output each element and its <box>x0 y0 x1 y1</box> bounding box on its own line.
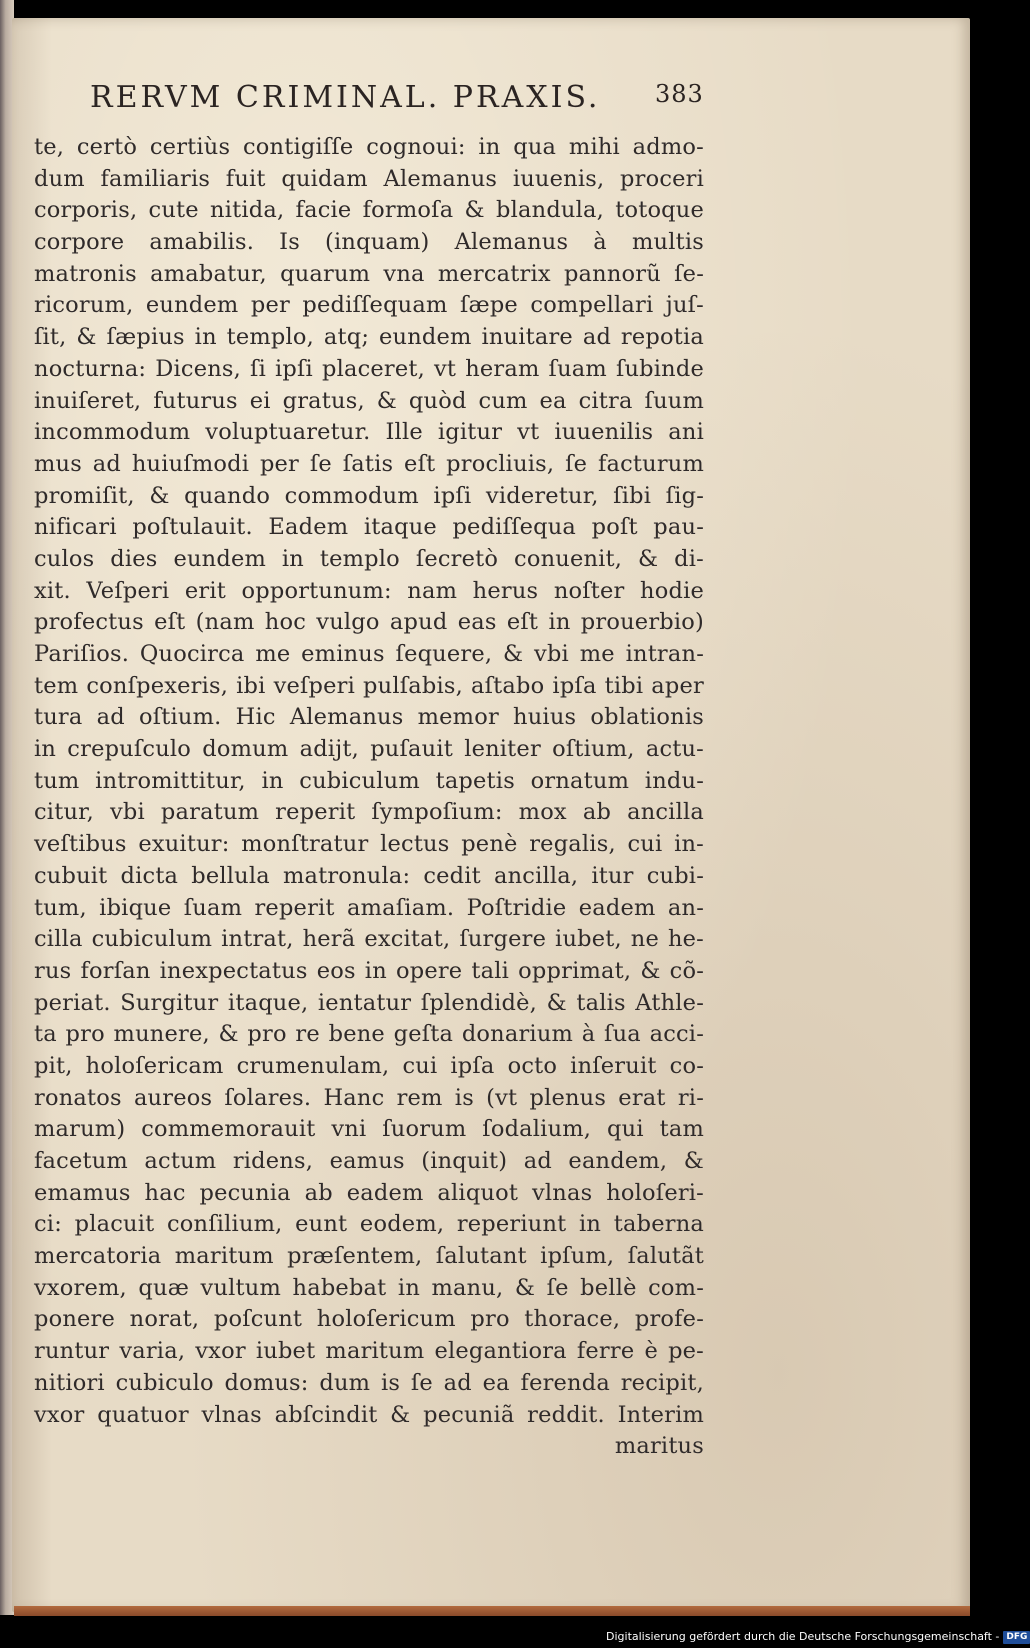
text-line: Pariſios. Quocirca me eminus ſequere, & vbi me intran- <box>34 641 704 667</box>
text-line: ponere norat, poſcunt holoſericum pro thorace, profe- <box>34 1306 704 1333</box>
text-line: nificari poſtulauit. Eadem itaque pediſſequa poſt pau- <box>34 514 704 541</box>
text-line: ci: placuit conſilium, eunt eodem, reperiunt in taberna <box>34 1211 704 1238</box>
text-line: tem conſpexeris, ibi veſperi pulſabis, aſtabo ipſa tibi aper <box>34 672 704 699</box>
text-line: corporis, cute nitida, facie formoſa & blandula, totoque <box>34 197 704 224</box>
text-line: tum intromittitur, in cubiculum tapetis ornatum indu- <box>34 767 704 794</box>
text-line: mus ad huiuſmodi per ſe ſatis eſt procliuis, ſe facturum <box>34 450 704 477</box>
text-line: periat. Surgitur itaque, ientatur ſplendidè, & talis Athle- <box>34 989 704 1016</box>
funding-credit: Digitalisierung gefördert durch die Deutsche Forschungsgemeinschaft - <box>606 1630 1000 1643</box>
text-line: cubuit dicta bellula matronula: cedit ancilla, itur cubi- <box>34 862 704 889</box>
catchword: maritus <box>614 1433 704 1460</box>
text-line: ronatos aureos ſolares. Hanc rem is (vt plenus erat ri- <box>34 1084 704 1111</box>
text-line: emamus hac pecunia ab eadem aliquot vlnas holoſeri- <box>34 1179 704 1206</box>
body-text <box>34 132 704 1463</box>
text-line: tum, ibique ſuam reperit amaſiam. Poſtridie eadem an- <box>34 894 704 921</box>
text-line: nitiori cubiculo domus: dum is ſe ad ea ferenda recipit, <box>34 1369 704 1396</box>
text-line: facetum actum ridens, eamus (inquit) ad eandem, & <box>34 1148 704 1174</box>
page-bottom-edge <box>14 1606 970 1616</box>
text-line: ta pro munere, & pro re bene geſta donarium à ſua acci- <box>34 1021 704 1048</box>
text-line: pit, holoſericam crumenulam, cui ipſa octo inſeruit co- <box>34 1052 704 1079</box>
text-line: xit. Veſperi erit opportunum: nam herus noſter hodie <box>34 577 704 604</box>
text-line: ſit, & ſæpius in templo, atq; eundem inuitare ad repotia <box>34 324 704 351</box>
text-line: rus forſan inexpectatus eos in opere tali opprimat, & cõ- <box>34 957 704 984</box>
text-line: marum) commemorauit vni ſuorum ſodalium, qui tam <box>34 1116 704 1143</box>
text-line: nocturna: Dicens, ſi ipſi placeret, vt heram ſuam ſubinde <box>34 355 704 382</box>
page-header <box>90 80 710 120</box>
text-line: vxorem, quæ vultum habebat in manu, & ſe bellè com- <box>34 1274 704 1301</box>
text-line: in crepuſculo domum adijt, puſauit leniter oſtium, actu- <box>34 736 704 763</box>
text-line: mercatoria maritum præſentem, ſalutant ipſum, ſalutãt <box>34 1243 704 1270</box>
text-line: vxor quatuor vlnas abſcindit & pecuniã reddit. Interim <box>34 1401 704 1428</box>
footer-credit <box>606 1628 1028 1646</box>
text-line: culos dies eundem in templo ſecretò conuenit, & di- <box>34 545 704 572</box>
text-line: profectus eſt (nam hoc vulgo apud eas eſt in prouerbio) <box>34 609 704 636</box>
text-line: ricorum, eundem per pediſſequam ſæpe compellari juſ- <box>34 292 704 319</box>
text-line: te, certò certiùs contigiſſe cognoui: in qua mihi admo- <box>34 134 704 160</box>
text-line: promiſit, & quando commodum ipſi videretur, ſibi ſig- <box>34 482 704 509</box>
text-line: veſtibus exuitur: monſtratur lectus penè regalis, cui in- <box>34 831 704 858</box>
text-line: cilla cubiculum intrat, herã excitat, ſurgere iubet, ne he- <box>34 926 704 953</box>
page-number: 383 <box>655 80 704 108</box>
text-line: tura ad oſtium. Hic Alemanus memor huius oblationis <box>34 704 704 731</box>
text-line: runtur varia, vxor iubet maritum elegantiora ferre è pe- <box>34 1338 704 1365</box>
text-line: dum familiaris fuit quidam Alemanus iuuenis, proceri <box>34 165 704 192</box>
text-line: citur, vbi paratum reperit ſympoſium: mox ab ancilla <box>34 799 704 826</box>
text-line: inuiſeret, futurus ei gratus, & quòd cum ea citra ſuum <box>34 387 704 414</box>
dfg-logo: DFG <box>1003 1631 1030 1644</box>
running-title: RERVM CRIMINAL. PRAXIS. <box>90 80 601 115</box>
text-line: corpore amabilis. Is (inquam) Alemanus à multis <box>34 229 704 256</box>
text-line: incommodum voluptuaretur. Ille igitur vt iuuenilis ani <box>34 419 704 446</box>
text-line: matronis amabatur, quarum vna mercatrix pannorũ ſe- <box>34 260 704 287</box>
